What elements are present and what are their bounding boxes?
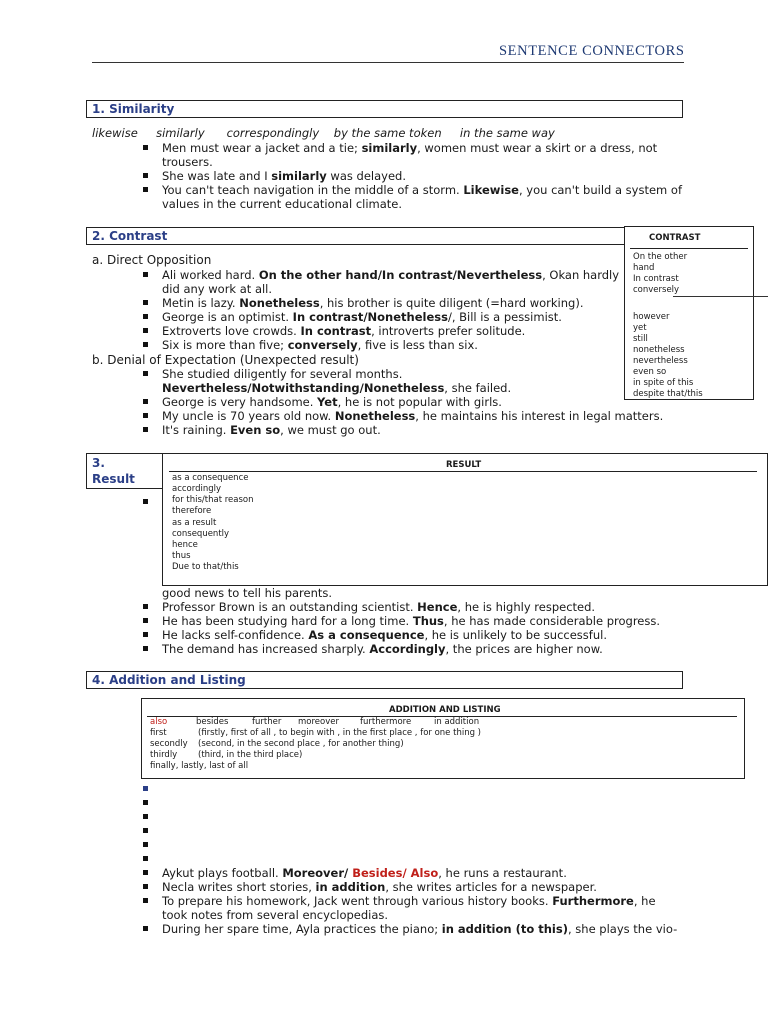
bullet xyxy=(143,145,148,150)
bullet xyxy=(143,187,148,192)
panel-item: further xyxy=(252,717,282,727)
connector: by the same token xyxy=(333,126,442,140)
bullet xyxy=(143,828,148,833)
example-line: Professor Brown is an outstanding scientist. Hence, he is highly respected. xyxy=(162,600,596,614)
bullet xyxy=(143,413,148,418)
bullet xyxy=(143,427,148,432)
example-line: Extroverts love crowds. In contrast, introverts prefer solitude. xyxy=(162,324,526,338)
bullet xyxy=(143,371,148,376)
panel-item: besides xyxy=(196,717,229,727)
connector: correspondingly xyxy=(226,126,320,140)
bullet xyxy=(143,786,148,791)
section-result-heading: Result xyxy=(92,472,135,486)
example-line: Nevertheless/Notwithstanding/Nonetheless, she failed. xyxy=(162,381,512,395)
bullet xyxy=(143,926,148,931)
panel-item: consequently xyxy=(172,529,230,539)
bullet xyxy=(143,328,148,333)
panel-rule xyxy=(169,471,757,472)
example-line: Aykut plays football. Moreover/ Besides/ Also, he runs a restaurant. xyxy=(162,866,567,880)
example-line: He has been studying hard for a long time. Thus, he has made considerable progress. xyxy=(162,614,661,628)
panel-item: thirdly xyxy=(150,750,178,760)
example-line: Metin is lazy. Nonetheless, his brother is quite diligent (=hard working). xyxy=(162,296,584,310)
section-similarity-heading: 1. Similarity xyxy=(92,102,175,116)
bullet xyxy=(143,898,148,903)
section-addition-box xyxy=(86,671,683,689)
addition-panel xyxy=(141,698,745,779)
contrast-panel xyxy=(624,226,754,400)
bullet xyxy=(143,842,148,847)
connector: likewise xyxy=(92,126,138,140)
contrast-panel-title: CONTRAST xyxy=(649,233,701,243)
example-line: During her spare time, Ayla practices the piano; in addition (to this), she plays the vio- xyxy=(162,922,678,936)
example-line: Men must wear a jacket and a tie; similarly, women must wear a skirt or a dress, not xyxy=(162,141,658,155)
bullet xyxy=(143,870,148,875)
example-line: My uncle is 70 years old now. Nonetheless, he maintains his interest in legal matters. xyxy=(162,409,664,423)
bullet xyxy=(143,884,148,889)
panel-item: despite that/this xyxy=(633,389,703,399)
example-line: He lacks self-confidence. As a consequence, he is unlikely to be successful. xyxy=(162,628,607,642)
bullet xyxy=(143,646,148,651)
panel-item: in addition xyxy=(434,717,480,727)
bullet xyxy=(143,814,148,819)
panel-item: first xyxy=(150,728,167,738)
connector: similarly xyxy=(156,126,205,140)
panel-item: secondly xyxy=(150,739,188,749)
bullet xyxy=(143,399,148,404)
panel-item: thus xyxy=(172,551,191,561)
panel-item: (second, in the second place , for another thing) xyxy=(198,739,404,749)
example-line: took notes from several encyclopedias. xyxy=(162,908,389,922)
panel-item: On the other xyxy=(633,252,688,262)
panel-item: nonetheless xyxy=(633,345,685,355)
bullet xyxy=(143,604,148,609)
panel-item: furthermore xyxy=(360,717,412,727)
panel-divider xyxy=(673,296,768,297)
connector: in the same way xyxy=(459,126,555,140)
contrast-sub-b: b. Denial of Expectation (Unexpected result) xyxy=(92,353,359,367)
example-line: did any work at all. xyxy=(162,282,273,296)
panel-item: still xyxy=(633,334,648,344)
addition-panel-title: ADDITION AND LISTING xyxy=(389,705,501,715)
panel-item: hence xyxy=(172,540,198,550)
section-contrast-heading: 2. Contrast xyxy=(92,229,168,243)
section-contrast-box xyxy=(86,227,624,245)
example-line: good news to tell his parents. xyxy=(162,586,333,600)
similarity-connectors xyxy=(92,126,555,140)
section-similarity-box xyxy=(86,100,683,118)
example-line: Six is more than five; conversely, five is less than six. xyxy=(162,338,478,352)
panel-item: nevertheless xyxy=(633,356,688,366)
panel-item-highlight: also xyxy=(150,717,168,727)
panel-rule xyxy=(630,248,748,249)
result-panel xyxy=(162,453,768,586)
bullet xyxy=(143,314,148,319)
page-title: SENTENCE CONNECTORS xyxy=(499,43,685,59)
bullet xyxy=(143,272,148,277)
bullet xyxy=(143,342,148,347)
panel-item: accordingly xyxy=(172,484,222,494)
example-line: Ali worked hard. On the other hand/In contrast/Nevertheless, Okan hardly xyxy=(162,268,620,282)
example-line: You can't teach navigation in the middle of a storm. Likewise, you can't build a system of xyxy=(162,183,683,197)
panel-item: (firstly, first of all , to begin with , in the first place , for one thing ) xyxy=(198,728,481,738)
panel-item: In contrast xyxy=(633,274,679,284)
example-line: trousers. xyxy=(162,155,213,169)
example-line: George is an optimist. In contrast/Nonetheless/, Bill is a pessimist. xyxy=(162,310,562,324)
panel-item: in spite of this xyxy=(633,378,694,388)
bullet xyxy=(143,300,148,305)
contrast-sub-a: a. Direct Opposition xyxy=(92,253,212,267)
example-line: She studied diligently for several months. xyxy=(162,367,403,381)
bullet xyxy=(143,499,148,504)
section-result-box xyxy=(86,453,162,489)
example-line: The demand has increased sharply. Accordingly, the prices are higher now. xyxy=(162,642,603,656)
panel-item: Due to that/this xyxy=(172,562,239,572)
panel-item: as a result xyxy=(172,518,217,528)
bullet xyxy=(143,856,148,861)
example-line: To prepare his homework, Jack went through various history books. Furthermore, he xyxy=(162,894,656,908)
bullet xyxy=(143,173,148,178)
example-line: It's raining. Even so, we must go out. xyxy=(162,423,381,437)
panel-item: yet xyxy=(633,323,647,333)
panel-item: finally, lastly, last of all xyxy=(150,761,249,771)
section-result-number: 3. xyxy=(92,456,105,470)
panel-item: however xyxy=(633,312,670,322)
bullet xyxy=(143,800,148,805)
result-panel-title: RESULT xyxy=(446,460,482,470)
panel-item: therefore xyxy=(172,506,212,516)
panel-item: for this/that reason xyxy=(172,495,254,505)
bullet xyxy=(143,618,148,623)
panel-item: moreover xyxy=(298,717,339,727)
example-line: She was late and I similarly was delayed. xyxy=(162,169,406,183)
example-line: Necla writes short stories, in addition, she writes articles for a newspaper. xyxy=(162,880,597,894)
example-line: values in the current educational climate. xyxy=(162,197,403,211)
panel-item: hand xyxy=(633,263,655,273)
section-addition-heading: 4. Addition and Listing xyxy=(92,673,246,687)
panel-item: (third, in the third place) xyxy=(198,750,303,760)
panel-item: conversely xyxy=(633,285,680,295)
bullet xyxy=(143,632,148,637)
example-line: George is very handsome. Yet, he is not popular with girls. xyxy=(162,395,502,409)
panel-item: even so xyxy=(633,367,667,377)
header-rule xyxy=(92,62,684,63)
panel-item: as a consequence xyxy=(172,473,249,483)
